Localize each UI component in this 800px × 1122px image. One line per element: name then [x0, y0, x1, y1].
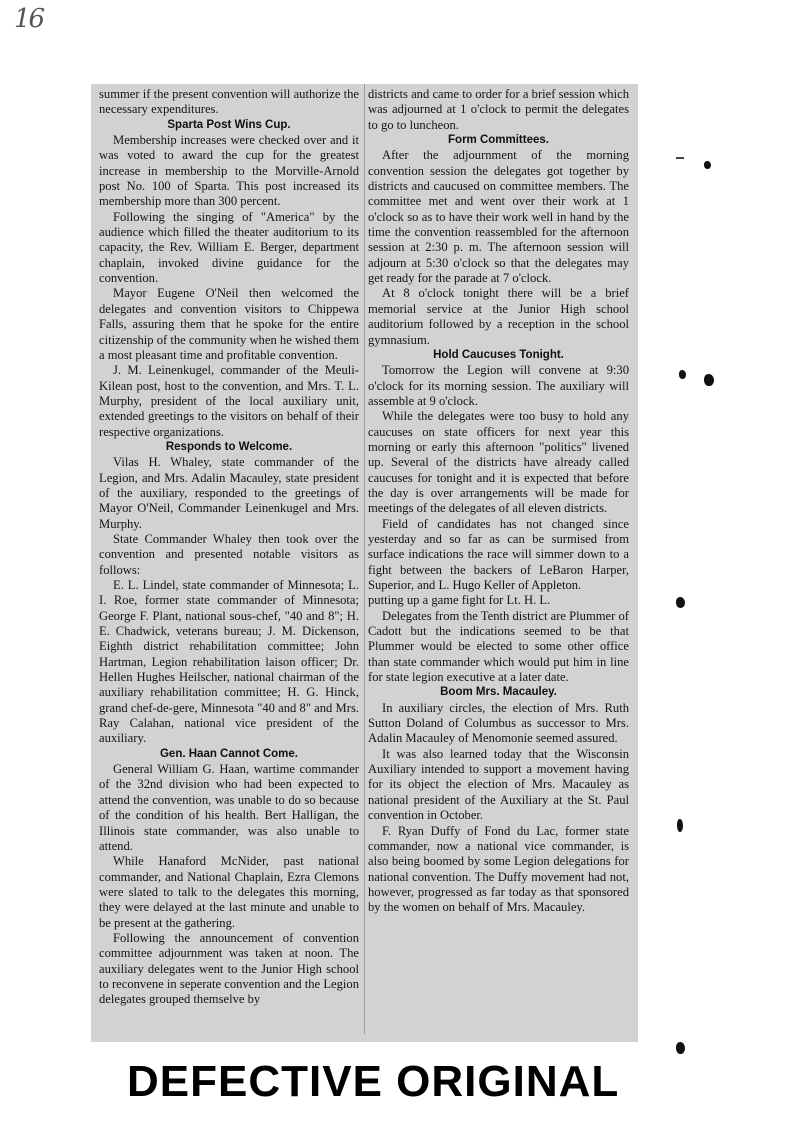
- article-paragraph: In auxiliary circles, the election of Mrs. Ruth Sutton Doland of Columbus as successor to Mrs. Adalin Macauley of Menomonie seemed assured.: [368, 700, 629, 746]
- scan-speck: [704, 161, 711, 169]
- scan-speck: [676, 597, 685, 608]
- article-paragraph: Membership increases were checked over and it was voted to award the cup for the greatest increase in membership to the Morville-Arnold post No. 100 of Sparta. This post increased its membership more than 300 percent.: [99, 133, 359, 209]
- section-subhead: Sparta Post Wins Cup.: [167, 118, 291, 131]
- column-divider: [364, 84, 365, 1034]
- article-paragraph: Tomorrow the Legion will convene at 9:30 o'clock for its morning session. The auxiliary will assemble at 9 o'clock.: [368, 363, 629, 408]
- article-paragraph: Field of candidates has not changed since yesterday and so far as can be surmised from surface indications the race will simmer down to a fight between the backers of LeBaron Harper, Superior, and L. Hugo Keller of Appleton.: [368, 516, 629, 592]
- article-paragraph: J. M. Leinenkugel, commander of the Meuli-Kilean post, host to the convention, and Mrs. T. L. Murphy, president of the local auxiliary unit, extended greetings to the visitors on behalf of their respective organizations.: [99, 363, 359, 439]
- section-subhead: Responds to Welcome.: [165, 440, 293, 453]
- article-paragraph: At 8 o'clock tonight there will be a brief memorial service at the Junior High school auditorium followed by a reception in the school gymnasium.: [368, 286, 629, 347]
- newspaper-clipping: [91, 84, 638, 1042]
- section-subhead: Boom Mrs. Macauley.: [440, 686, 557, 699]
- article-paragraph: General William G. Haan, wartime commander of the 32nd division who had been expected to attend the convention, was unable to do so because of the condition of his health. Bert Halligan, the Illinois state commander, was also unable to attend.: [99, 762, 359, 853]
- article-paragraph: putting up a game fight for Lt. H. L.: [368, 593, 551, 608]
- scan-speck: [704, 374, 714, 386]
- article-paragraph: It was also learned today that the Wisconsin Auxiliary intended to support a movement having for its object the election of Mrs. Macauley as national president of the Auxiliary at the St. Paul convention in October.: [368, 746, 629, 823]
- page-number: 16: [14, 4, 44, 34]
- article-column-right: [368, 87, 629, 916]
- section-subhead: Form Committees.: [448, 134, 549, 147]
- article-paragraph: Following the singing of "America" by the audience which filled the theater auditorium to its capacity, the Rev. William E. Berger, department chaplain, invoked divine guidance for the convention.: [99, 209, 359, 286]
- article-paragraph: E. L. Lindel, state commander of Minnesota; L. I. Roe, former state commander of Minnesota; George F. Plant, national sous-chef, "40 and 8"; H. E. Chadwick, veterans bureau; J. M. Dickenson, Eighth district rehabilitation committee; John Hartman, Legion rehabilitation laison officer; Dr. Hellen Hughes Heilscher, national chairman of the auxiliary rehabilitation committee; H. G. Hinck, grand chef-de-gere, Minnesota "40 and 8" and Mrs. Ray Calahan, national vice president of the auxiliary.: [99, 578, 359, 746]
- article-paragraph: F. Ryan Duffy of Fond du Lac, former state commander, now a national vice commander, is also being boomed by some Legion delegations for national convention. The Duffy movement had not, however, progressed as far today as that sponsored by the women on behalf of Mrs. Macauley.: [368, 823, 629, 915]
- defective-original-stamp: DEFECTIVE ORIGINAL: [127, 1057, 620, 1106]
- article-paragraph: summer if the present convention will authorize the necessary expenditures.: [99, 87, 359, 117]
- article-paragraph: While Hanaford McNider, past national commander, and National Chaplain, Ezra Clemons were slated to talk to the delegates this morning, they were delayed at the last minute and unable to be present at the gathering.: [99, 854, 359, 930]
- scan-speck: [677, 819, 683, 832]
- scan-speck: [676, 157, 684, 159]
- article-paragraph: While the delegates were too busy to hold any caucuses on state officers for next year this morning or early this afternoon "politics" livened up. Several of the districts have already called caucuses for tonight and it is expected that before the day is over arrangements will be made for meetings of the delegates of all eleven districts.: [368, 409, 629, 516]
- section-subhead: Hold Caucuses Tonight.: [433, 348, 564, 361]
- article-column-left: [99, 87, 359, 1008]
- scan-speck: [679, 370, 686, 379]
- article-paragraph: districts and came to order for a brief session which was adjourned at 1 o'clock to permit the delegates to go to luncheon.: [368, 87, 629, 132]
- scan-speck: [676, 1042, 685, 1054]
- article-paragraph: Delegates from the Tenth district are Plummer of Cadott but the indications seemed to be that Plummer would be elected to some other office than state commander which would put him in line for state legion executive at a later date.: [368, 608, 629, 685]
- article-paragraph: Mayor Eugene O'Neil then welcomed the delegates and convention visitors to Chippewa Falls, assuring them that he spoke for the entire citizenship of the community when he wished them a most pleasant time and profitable convention.: [99, 286, 359, 362]
- article-paragraph: Vilas H. Whaley, state commander of the Legion, and Mrs. Adalin Macauley, state president of the auxiliary, responded to the greetings of Mayor O'Neil, Commander Leinenkugel and Mrs. Murphy.: [99, 455, 359, 531]
- article-paragraph: State Commander Whaley then took over the convention and presented notable visitors as follows:: [99, 531, 359, 577]
- article-paragraph: Following the announcement of convention committee adjournment was taken at noon. The auxiliary delegates went to the Junior High school to reconvene in seperate convention and the Legion delegates grouped themselve by: [99, 930, 359, 1007]
- article-paragraph: After the adjournment of the morning convention session the delegates got together by districts and caucused on committee members. The committee met and went over their work at 1 o'clock so as to have their work well in hand by the time the convention reassembled for the afternoon session at 2:30 p. m. The afternoon session will adjourn at 5:30 o'clock so that the delegates may get ready for the parade at 7 o'clock.: [368, 148, 629, 286]
- section-subhead: Gen. Haan Cannot Come.: [159, 747, 299, 760]
